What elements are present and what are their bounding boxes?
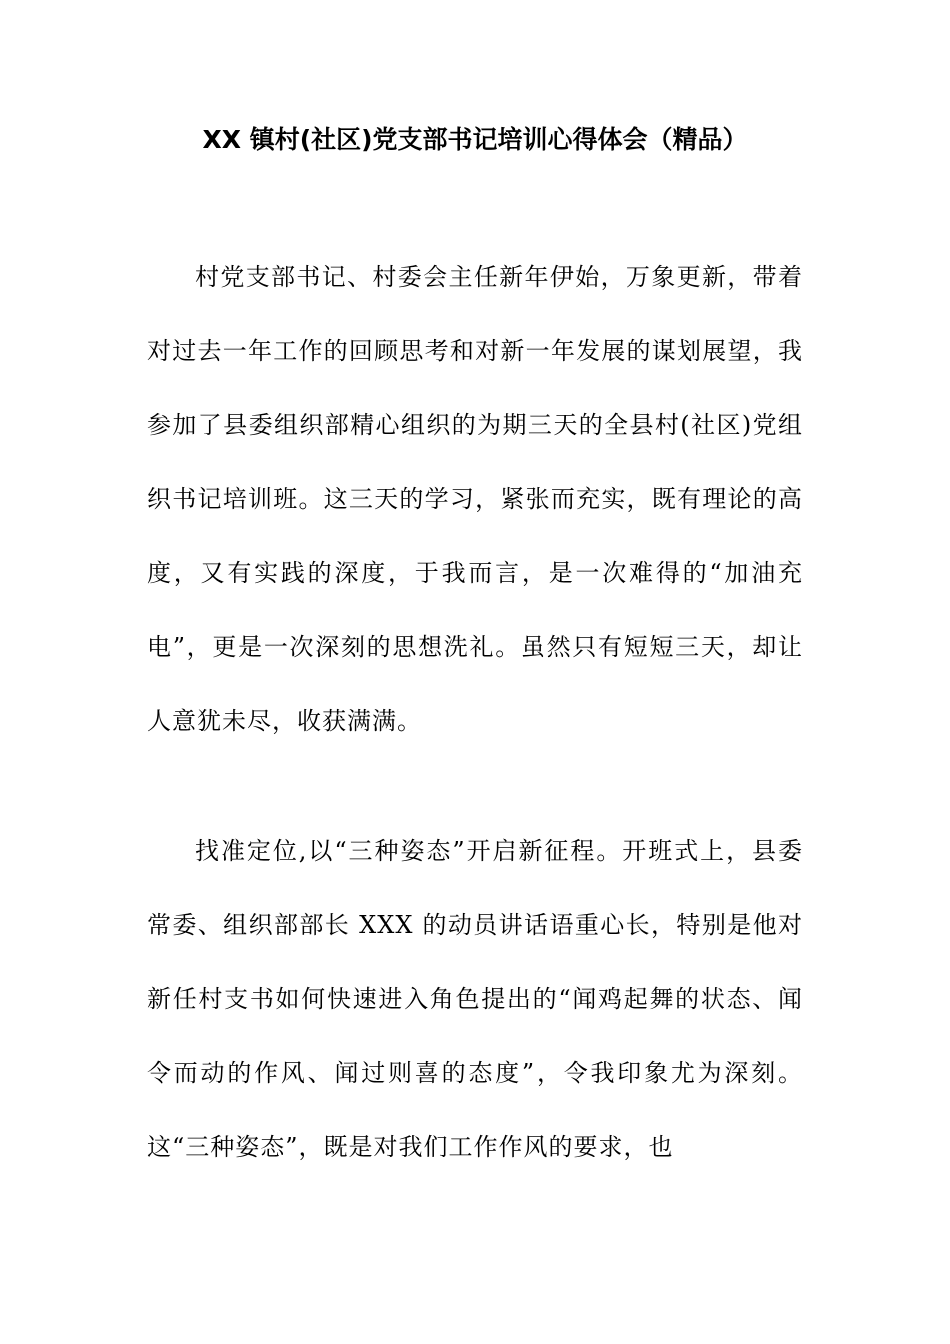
paragraph-1: 村党支部书记、村委会主任新年伊始，万象更新，带着对过去一年工作的回顾思考和对新一年发展的谋划展望，我参加了县委组织部精心组织的为期三天的全县村(社区)党组织书记培训班。这三天的学习，紧张而充实，既有理论的高度，又有实践的深度，于我而言，是一次难得的“加油充电”，更是一次深刻的思想洗礼。虽然只有短短三天，却让人意犹未尽，收获满满。 [147,263,803,735]
paragraph-2: 找准定位,以“三种姿态”开启新征程。开班式上，县委常委、组织部部长 XXX 的动员讲话语重心长，特别是他对新任村支书如何快速进入角色提出的“闻鸡起舞的状态、闻令而动的作风、闻过则喜的态度”，令我印象尤为深刻。这“三种姿态”，既是对我们工作作风的要求，也 [147,837,803,1161]
document-title: XX 镇村(社区)党支部书记培训心得体会（精品） [202,125,748,154]
